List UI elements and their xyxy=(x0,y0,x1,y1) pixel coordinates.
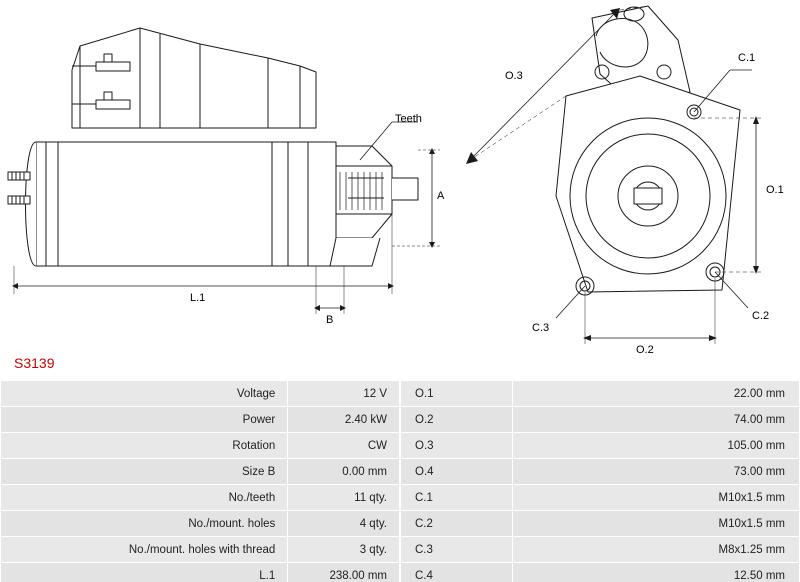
drawing-label-c1: C.1 xyxy=(738,52,756,64)
table-row xyxy=(1,563,400,582)
spec-key: L.1 xyxy=(1,563,288,582)
table-row xyxy=(401,537,800,563)
spec-value: 238.00 mm xyxy=(288,563,400,582)
spec-key: O.2 xyxy=(401,407,513,433)
specs-table-left xyxy=(0,380,400,582)
table-row xyxy=(1,485,400,511)
table-row xyxy=(1,381,400,407)
spec-value: 12 V xyxy=(288,381,400,407)
spec-value: 2.40 kW xyxy=(288,407,400,433)
drawing-label-b: B xyxy=(326,314,334,326)
spec-value: 22.00 mm xyxy=(512,381,799,407)
part-number: S3139 xyxy=(14,355,55,371)
table-row xyxy=(1,459,400,485)
table-row xyxy=(1,433,400,459)
starter-side-view xyxy=(8,28,440,314)
spec-key: Size B xyxy=(1,459,288,485)
spec-value: M8x1.25 mm xyxy=(512,537,799,563)
drawing-label-c2: C.2 xyxy=(752,310,770,322)
spec-key: No./mount. holes xyxy=(1,511,288,537)
spec-key: O.4 xyxy=(401,459,513,485)
spec-key: C.1 xyxy=(401,485,513,511)
table-row xyxy=(401,407,800,433)
spec-value: CW xyxy=(288,433,400,459)
spec-key: No./teeth xyxy=(1,485,288,511)
specs-table-right xyxy=(400,380,800,582)
spec-key: C.2 xyxy=(401,511,513,537)
drawing-label-l1: L.1 xyxy=(190,292,206,304)
drawing-label-o2: O.2 xyxy=(636,344,654,356)
table-row xyxy=(401,381,800,407)
spec-key: O.3 xyxy=(401,433,513,459)
table-row xyxy=(401,459,800,485)
spec-value: M10x1.5 mm xyxy=(512,511,799,537)
spec-key: O.1 xyxy=(401,381,513,407)
spec-key: Voltage xyxy=(1,381,288,407)
spec-value: M10x1.5 mm xyxy=(512,485,799,511)
spec-value: 0.00 mm xyxy=(288,459,400,485)
spec-key: Power xyxy=(1,407,288,433)
spec-key: Rotation xyxy=(1,433,288,459)
spec-value: 11 qty. xyxy=(288,485,400,511)
drawing-label-o3: O.3 xyxy=(505,70,523,82)
table-row xyxy=(401,511,800,537)
spec-key: C.4 xyxy=(401,563,513,582)
spec-value: 12.50 mm xyxy=(512,563,799,582)
spec-key: C.3 xyxy=(401,537,513,563)
table-row xyxy=(1,407,400,433)
spec-value: 74.00 mm xyxy=(512,407,799,433)
table-row xyxy=(401,563,800,582)
table-row xyxy=(401,485,800,511)
drawing-label-o1: O.1 xyxy=(766,184,784,196)
drawing-label-teeth: Teeth xyxy=(395,113,422,125)
drawing-label-c3: C.3 xyxy=(532,322,550,334)
spec-value: 4 qty. xyxy=(288,511,400,537)
starter-end-view xyxy=(466,6,762,344)
specifications xyxy=(0,380,800,582)
spec-value: 3 qty. xyxy=(288,537,400,563)
table-row xyxy=(1,537,400,563)
spec-key: No./mount. holes with thread xyxy=(1,537,288,563)
spec-value: 73.00 mm xyxy=(512,459,799,485)
table-row xyxy=(401,433,800,459)
spec-value: 105.00 mm xyxy=(512,433,799,459)
drawing-label-a: A xyxy=(437,190,445,202)
table-row xyxy=(1,511,400,537)
